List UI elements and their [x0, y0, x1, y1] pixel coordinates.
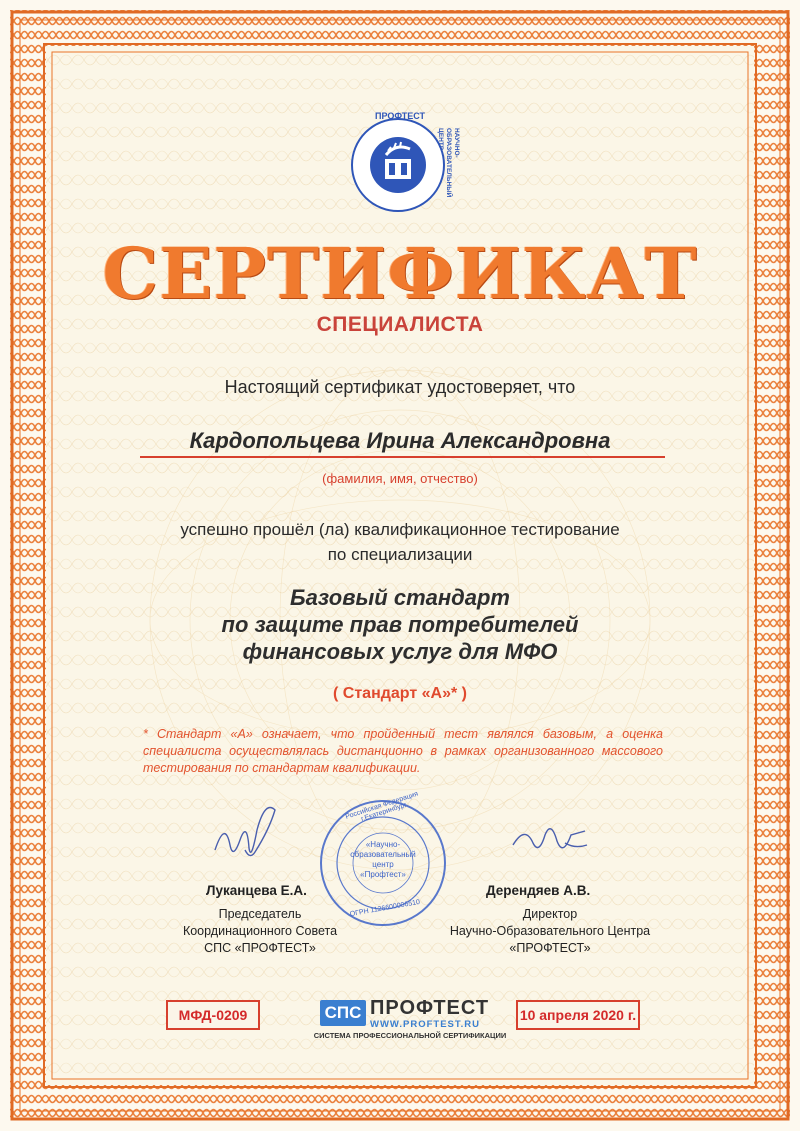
- name-underline: [140, 456, 665, 458]
- left-signer-role-2: Координационного Совета: [182, 924, 338, 938]
- standard-label: ( Стандарт «А»* ): [333, 685, 467, 702]
- passed-line-1: успешно прошёл (ла) квалификационное тестирование: [180, 520, 620, 539]
- passed-text: [0, 517, 800, 567]
- stamp-outer-text: Российская Федерация г.Екатеринбург: [344, 790, 420, 824]
- emblem-top-text: ПРОФТЕСТ: [375, 111, 425, 121]
- right-signer-role-3: «ПРОФТЕСТ»: [509, 941, 591, 955]
- stamp-line-1: «Научно-: [365, 840, 401, 849]
- standard-footnote: * Стандарт «А» означает, что пройденный тест являлся базовым, а оценка специалиста осуществлялась дистанционно в рамках организованного массового тестирования по стандартам квалификации.: [143, 727, 663, 775]
- left-signer-role-3: СПС «ПРОФТЕСТ»: [204, 941, 316, 955]
- stamp-ogrn: ОГРН 1126600006510: [349, 898, 421, 919]
- proftest-url: WWW.PROFTEST.RU: [370, 1019, 480, 1030]
- proftest-logo-word: ПРОФТЕСТ: [370, 997, 490, 1019]
- specialization: [0, 584, 800, 665]
- emblem-side-text: НАУЧНО-ОБРАЗОВАТЕЛЬНЫЙ ЦЕНТР: [437, 128, 460, 198]
- passed-line-2: по специализации: [327, 545, 473, 564]
- issue-date: 10 апреля 2020 г.: [516, 1000, 640, 1030]
- certificate-subtitle: СПЕЦИАЛИСТА: [316, 313, 484, 336]
- stamp-line-4: «Профтест»: [360, 870, 406, 879]
- certificate-title: СЕРТИФИКАТ: [102, 232, 698, 315]
- proftest-tagline: СИСТЕМА ПРОФЕССИОНАЛЬНОЙ СЕРТИФИКАЦИИ: [313, 1031, 507, 1040]
- right-signer-role: [440, 906, 660, 957]
- right-signer-name: Дерендяев А.В.: [486, 883, 591, 898]
- name-caption: (фамилия, имя, отчество): [322, 471, 478, 486]
- intro-text: Настоящий сертификат удостоверяет, что: [224, 377, 576, 397]
- stamp-line-3: центр: [372, 860, 394, 869]
- right-signer-role-2: Научно-Образовательного Центра: [449, 924, 651, 938]
- stamp-center: [345, 840, 421, 880]
- specialization-line-1: Базовый стандарт: [290, 585, 510, 610]
- stamp-line-2: образовательный: [350, 850, 416, 859]
- specialization-line-3: финансовых услуг для МФО: [242, 639, 558, 664]
- emblem-logo: [348, 115, 448, 215]
- right-signer-role-1: Директор: [522, 907, 578, 921]
- right-signature: [505, 805, 595, 865]
- left-signature: [205, 790, 295, 870]
- left-signer-role: [160, 906, 360, 957]
- sps-logo-badge: СПС: [320, 1000, 366, 1026]
- left-signer-name: Луканцева Е.А.: [206, 883, 307, 898]
- specialization-line-2: по защите прав потребителей: [221, 612, 579, 637]
- recipient-name: Кардопольцева Ирина Александровна: [189, 428, 611, 453]
- left-signer-role-1: Председатель: [218, 907, 302, 921]
- certificate-number: МФД-0209: [166, 1000, 260, 1030]
